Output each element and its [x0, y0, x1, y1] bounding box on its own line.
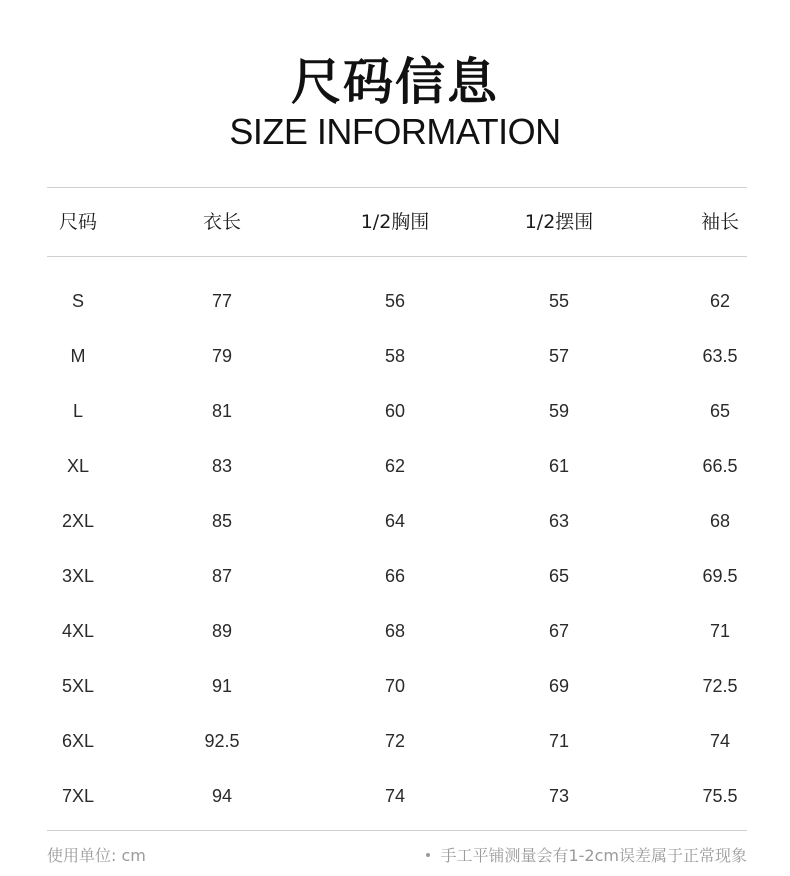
table-header-divider	[47, 256, 747, 257]
table-row	[0, 283, 790, 338]
measure-note	[426, 845, 747, 867]
header-size: 尺码	[58, 211, 97, 233]
table-row	[0, 448, 790, 503]
cell-sleeve: 63.5	[702, 346, 738, 366]
cell-half-hem: 73	[548, 786, 570, 806]
cell-half-hem: 63	[548, 511, 570, 531]
cell-size: L	[72, 401, 83, 421]
cell-length: 87	[211, 566, 233, 586]
cell-sleeve: 74	[709, 731, 731, 751]
cell-size: 3XL	[61, 566, 95, 586]
cell-length: 77	[211, 291, 233, 311]
cell-half-hem: 61	[548, 456, 570, 476]
cell-sleeve: 69.5	[702, 566, 738, 586]
table-bottom-divider	[47, 830, 747, 831]
table-row	[0, 393, 790, 448]
cell-length: 81	[211, 401, 233, 421]
table-header	[0, 204, 790, 240]
cell-length: 85	[211, 511, 233, 531]
cell-length: 91	[211, 676, 233, 696]
cell-length: 94	[211, 786, 233, 806]
table-row	[0, 778, 790, 833]
cell-half-chest: 72	[384, 731, 406, 751]
cell-half-chest: 66	[384, 566, 406, 586]
header-half-chest: 1/2胸围	[360, 211, 430, 233]
table-top-divider	[47, 187, 747, 188]
cell-length: 92.5	[204, 731, 240, 751]
header-half-hem: 1/2摆围	[524, 211, 594, 233]
cell-half-hem: 59	[548, 401, 570, 421]
cell-half-hem: 65	[548, 566, 570, 586]
cell-half-chest: 60	[384, 401, 406, 421]
cell-half-chest: 62	[384, 456, 406, 476]
cell-length: 83	[211, 456, 233, 476]
cell-half-hem: 67	[548, 621, 570, 641]
cell-half-hem: 69	[548, 676, 570, 696]
cell-half-hem: 57	[548, 346, 570, 366]
table-row	[0, 503, 790, 558]
cell-half-hem: 55	[548, 291, 570, 311]
page-subtitle: SIZE INFORMATION	[229, 111, 561, 152]
cell-size: 4XL	[61, 621, 95, 641]
cell-half-hem: 71	[548, 731, 570, 751]
cell-sleeve: 68	[709, 511, 731, 531]
cell-size: S	[71, 291, 84, 311]
cell-half-chest: 68	[384, 621, 406, 641]
table-row	[0, 723, 790, 778]
header-sleeve: 袖长	[700, 211, 739, 233]
header-length: 衣长	[202, 211, 241, 233]
cell-half-chest: 58	[384, 346, 406, 366]
cell-sleeve: 75.5	[702, 786, 738, 806]
cell-size: 2XL	[61, 511, 95, 531]
table-row	[0, 338, 790, 393]
cell-sleeve: 65	[709, 401, 731, 421]
table-body	[0, 283, 790, 833]
cell-half-chest: 56	[384, 291, 406, 311]
page-title: 尺码信息	[291, 53, 499, 111]
cell-sleeve: 71	[709, 621, 731, 641]
cell-length: 79	[211, 346, 233, 366]
cell-size: 5XL	[61, 676, 95, 696]
cell-half-chest: 64	[384, 511, 406, 531]
table-row	[0, 558, 790, 613]
cell-half-chest: 74	[384, 786, 406, 806]
cell-sleeve: 66.5	[702, 456, 738, 476]
cell-size: 6XL	[61, 731, 95, 751]
table-row	[0, 668, 790, 723]
measure-note-text: 手工平铺测量会有1-2cm误差属于正常现象	[440, 846, 747, 865]
cell-sleeve: 72.5	[702, 676, 738, 696]
cell-half-chest: 70	[384, 676, 406, 696]
unit-note: 使用单位: cm	[47, 846, 146, 865]
cell-length: 89	[211, 621, 233, 641]
table-row	[0, 613, 790, 668]
cell-sleeve: 62	[709, 291, 731, 311]
bullet-icon	[426, 853, 430, 857]
cell-size: XL	[66, 456, 90, 476]
cell-size: 7XL	[61, 786, 95, 806]
cell-size: M	[70, 346, 86, 366]
